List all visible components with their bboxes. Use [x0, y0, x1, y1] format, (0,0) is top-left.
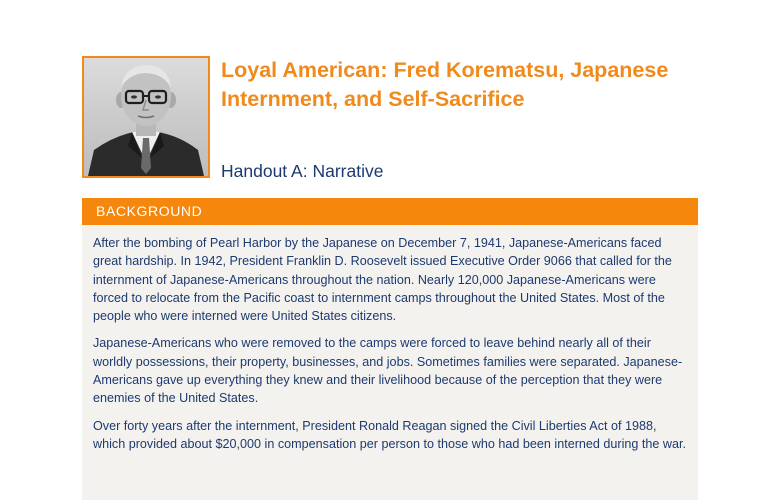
paragraph-3: Over forty years after the internment, President Ronald Reagan signed the Civil Liberties Act of 1988, which provided about $20,000 in compensation per person to those who had been interned during the war.	[93, 418, 687, 451]
paragraph-2: Japanese-Americans who were removed to the camps were forced to leave behind nearly all of their worldly possessions, their property, businesses, and jobs. Sometimes families were separated. Japanese-Americans gave up everything they knew and their livelihood because of the perception that they were enemies of the United States.	[93, 336, 683, 406]
handout-subtitle: Handout A: Narrative	[221, 161, 384, 181]
page-title: Loyal American: Fred Korematsu, Japanese Internment, and Self-Sacrifice	[221, 58, 669, 111]
portrait-illustration	[84, 58, 208, 176]
section-heading: BACKGROUND	[82, 198, 698, 225]
background-section	[82, 198, 698, 500]
portrait-photo	[82, 56, 210, 178]
paragraph-1: After the bombing of Pearl Harbor by the Japanese on December 7, 1941, Japanese-Americans faced great hardship. In 1942, President Franklin D. Roosevelt issued Executive Order 9066 that called for the internment of Japanese-Americans throughout the nation. Nearly 120,000 Japanese-Americans were forced to relocate from the Pacific coast to internment camps throughout the United States. Most of the people who were interned were United States citizens.	[93, 236, 672, 324]
section-body	[82, 225, 698, 453]
